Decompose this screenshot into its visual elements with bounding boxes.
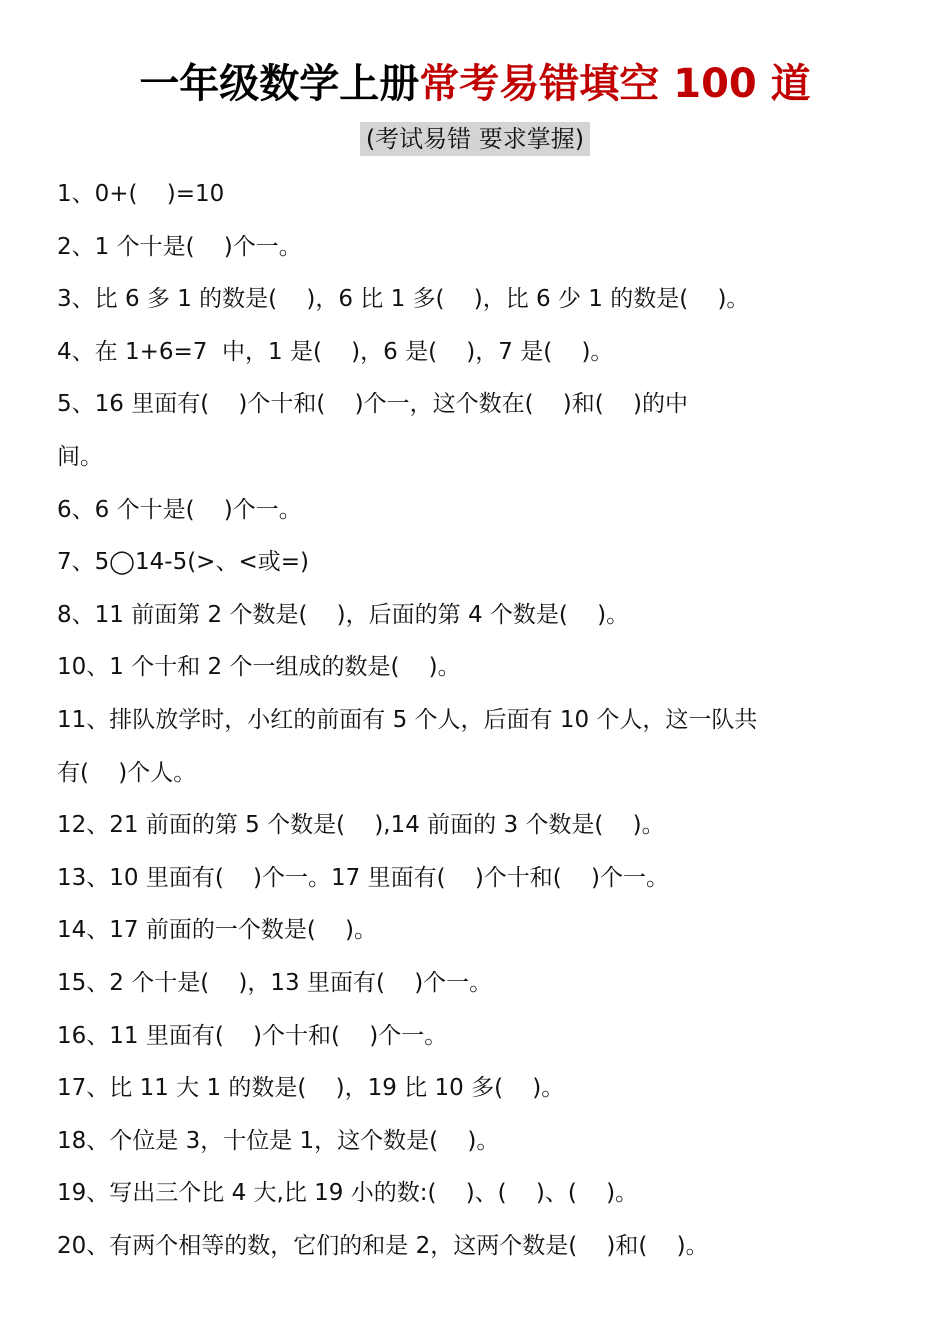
question-line: 6、6 个十是( )个一。 — [57, 496, 302, 523]
subtitle: (考试易错 要求掌握) — [360, 122, 590, 156]
question-line: 4、在 1+6=7 中，1 是( )，6 是( )，7 是( )。 — [57, 338, 614, 365]
question-line: 8、11 前面第 2 个数是( )，后面的第 4 个数是( )。 — [57, 601, 630, 628]
question-line: 间。 — [57, 443, 103, 470]
page-header — [0, 56, 950, 158]
question-line: 17、比 11 大 1 的数是( )，19 比 10 多( )。 — [57, 1075, 565, 1102]
question-line: 18、个位是 3，十位是 1，这个数是( )。 — [57, 1127, 500, 1154]
question-line: 3、比 6 多 1 的数是( )，6 比 1 多( )，比 6 少 1 的数是( )。 — [57, 286, 750, 313]
question-line: 1、0+( )=10 — [57, 181, 225, 207]
question-line: 12、21 前面的第 5 个数是( ),14 前面的 3 个数是( )。 — [57, 812, 665, 839]
title-part-black: 一年级数学上册 — [139, 61, 420, 107]
question-line: 15、2 个十是( )，13 里面有( )个一。 — [57, 969, 493, 996]
question-line: 2、1 个十是( )个一。 — [57, 233, 302, 260]
question-line: 16、11 里面有( )个十和( )个一。 — [57, 1022, 448, 1049]
question-line: 11、排队放学时，小红的前面有 5 个人，后面有 10 个人，这一队共 — [57, 706, 758, 733]
question-line: 14、17 前面的一个数是( )。 — [57, 917, 378, 944]
title-part-red: 常考易错填空 100 道 — [419, 61, 811, 107]
question-line: 13、10 里面有( )个一。17 里面有( )个十和( )个一。 — [57, 864, 669, 891]
question-line: 5、16 里面有( )个十和( )个一，这个数在( )和( )的中 — [57, 391, 688, 418]
question-line: 20、有两个相等的数，它们的和是 2，这两个数是( )和( )。 — [57, 1232, 709, 1259]
question-list — [57, 168, 902, 1272]
subtitle-wrap — [0, 122, 950, 158]
question-line: 10、1 个十和 2 个一组成的数是( )。 — [57, 654, 461, 681]
question-line: 7、5◯14-5(>、<或=) — [57, 549, 309, 576]
page-title — [0, 56, 950, 112]
question-line: 有( )个人。 — [57, 759, 197, 786]
question-line: 19、写出三个比 4 大,比 19 小的数:( )、( )、( )。 — [57, 1180, 639, 1207]
